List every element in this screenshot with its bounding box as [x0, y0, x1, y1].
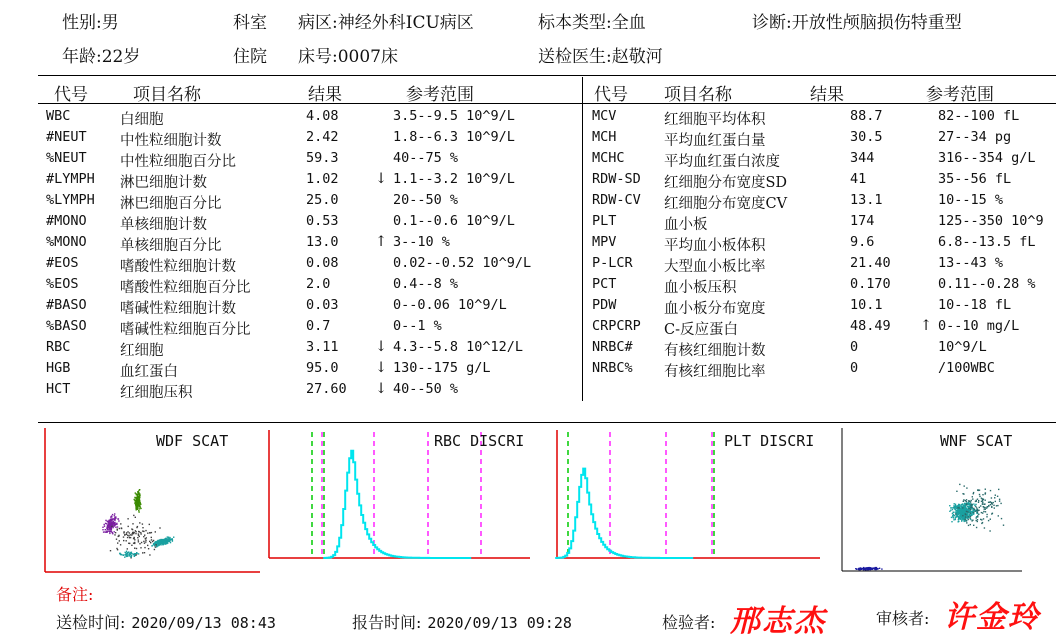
right-header-range: 参考范围	[926, 85, 994, 105]
remark-label: 备注:	[56, 585, 94, 604]
row-name: 平均血小板体积	[664, 238, 766, 254]
wnf-plot-title: WNF SCAT	[940, 432, 1013, 450]
row-range: 1.1--3.2 10^9/L	[393, 171, 515, 187]
row-code: WBC	[46, 108, 71, 124]
left-header-name: 项目名称	[133, 85, 201, 105]
dept-label: 科室	[233, 13, 267, 33]
right-header-code: 代号	[594, 85, 628, 105]
row-name: 红细胞分布宽度CV	[664, 196, 788, 212]
row-name: 嗜酸性粒细胞百分比	[120, 280, 251, 296]
bed-value: 0007床	[337, 47, 398, 67]
row-code: %EOS	[46, 276, 79, 292]
high-flag-icon: ↑	[375, 234, 388, 250]
row-code: NRBC#	[592, 339, 633, 355]
row-result: 48.49	[850, 318, 891, 334]
row-name: 红细胞	[120, 343, 164, 359]
scatter-cluster	[151, 536, 174, 547]
row-range: 35--56 fL	[938, 171, 1012, 187]
row-code: %LYMPH	[46, 192, 95, 208]
row-name: 红细胞压积	[120, 385, 193, 401]
row-code: NRBC%	[592, 360, 633, 376]
row-name: 有核红细胞比率	[664, 364, 766, 380]
sample-value: 全血	[611, 13, 646, 33]
row-code: CRPCRP	[592, 318, 641, 334]
row-result: 2.42	[306, 129, 339, 145]
row-result: 0	[850, 360, 859, 376]
scatter-cluster	[134, 489, 142, 513]
plt-plot-title: PLT DISCRI	[724, 432, 815, 450]
age-field: 年龄:22岁	[62, 47, 141, 67]
plt-curve	[555, 469, 693, 558]
row-code: %BASO	[46, 318, 87, 334]
row-range: 0.02--0.52 10^9/L	[393, 255, 532, 271]
row-code: %MONO	[46, 234, 87, 250]
row-result: 2.0	[306, 276, 331, 292]
right-header-name: 项目名称	[664, 85, 732, 105]
row-range: 316--354 g/L	[938, 150, 1036, 166]
row-name: C-反应蛋白	[664, 322, 738, 338]
row-result: 9.6	[850, 234, 875, 250]
row-range: 0.1--0.6 10^9/L	[393, 213, 515, 229]
row-code: %NEUT	[46, 150, 87, 166]
wdf-scatter-plot	[40, 426, 262, 574]
sex-value: 男	[101, 13, 119, 33]
row-range: 6.8--13.5 fL	[938, 234, 1036, 250]
row-range: /100WBC	[938, 360, 995, 376]
age-value: 22岁	[101, 47, 141, 67]
scatter-cluster	[855, 567, 883, 571]
scatter-cluster	[119, 551, 139, 558]
report-time-value: 2020/09/13 09:28	[427, 614, 572, 632]
row-result: 344	[850, 150, 875, 166]
row-range: 0--10 mg/L	[938, 318, 1020, 334]
reviewer-label: 审核者:	[876, 609, 930, 628]
row-name: 单核细胞计数	[120, 217, 207, 233]
row-result: 59.3	[306, 150, 339, 166]
row-name: 淋巴细胞百分比	[120, 196, 222, 212]
row-range: 13--43 %	[938, 255, 1004, 271]
row-name: 嗜酸性粒细胞计数	[120, 259, 236, 275]
row-code: P-LCR	[592, 255, 633, 271]
ward-field: 病区:神经外科ICU病区	[298, 13, 474, 33]
row-result: 30.5	[850, 129, 883, 145]
diagnosis-value: 开放性颅脑损伤特重型	[791, 13, 962, 33]
low-flag-icon: ↓	[375, 171, 388, 187]
row-range: 0.4--8 %	[393, 276, 459, 292]
inpatient-label: 住院	[233, 47, 267, 67]
right-result-table	[0, 108, 1062, 408]
row-code: RDW-SD	[592, 171, 641, 187]
row-code: #BASO	[46, 297, 87, 313]
row-result: 88.7	[850, 108, 883, 124]
table-top-rule	[38, 75, 1056, 76]
row-code: HCT	[46, 381, 71, 397]
row-code: PCT	[592, 276, 617, 292]
row-result: 25.0	[306, 192, 339, 208]
row-result: 27.60	[306, 381, 347, 397]
low-flag-icon: ↓	[375, 339, 388, 355]
row-result: 0.53	[306, 213, 339, 229]
right-header-result: 结果	[810, 85, 844, 105]
row-range: 3.5--9.5 10^9/L	[393, 108, 515, 124]
checker-signature: 邢志杰	[730, 604, 826, 639]
row-range: 125--350 10^9	[938, 213, 1044, 229]
row-range: 40--75 %	[393, 150, 459, 166]
row-range: 10--15 %	[938, 192, 1004, 208]
row-result: 0.7	[306, 318, 331, 334]
row-result: 95.0	[306, 360, 339, 376]
doctor-field: 送检医生:赵敬河	[538, 47, 663, 67]
wdf-plot-title: WDF SCAT	[156, 432, 229, 450]
low-flag-icon: ↓	[375, 381, 388, 397]
left-header-range: 参考范围	[406, 85, 474, 105]
row-name: 有核红细胞计数	[664, 343, 766, 359]
row-range: 4.3--5.8 10^12/L	[393, 339, 524, 355]
row-name: 淋巴细胞计数	[120, 175, 207, 191]
row-code: #LYMPH	[46, 171, 95, 187]
row-range: 82--100 fL	[938, 108, 1020, 124]
row-name: 血红蛋白	[120, 364, 178, 380]
row-result: 21.40	[850, 255, 891, 271]
left-header-result: 结果	[308, 85, 342, 105]
row-code: PLT	[592, 213, 617, 229]
row-name: 单核细胞百分比	[120, 238, 222, 254]
bed-field: 床号:0007床	[298, 47, 398, 67]
checker-label: 检验者:	[662, 613, 716, 632]
row-name: 大型血小板比率	[664, 259, 766, 275]
row-result: 10.1	[850, 297, 883, 313]
row-code: PDW	[592, 297, 617, 313]
row-code: MPV	[592, 234, 617, 250]
row-code: MCHC	[592, 150, 625, 166]
report-time-field: 报告时间: 2020/09/13 09:28	[352, 613, 572, 632]
row-name: 血小板分布宽度	[664, 301, 766, 317]
row-code: #NEUT	[46, 129, 87, 145]
row-range: 130--175 g/L	[393, 360, 491, 376]
row-range: 0--1 %	[393, 318, 442, 334]
doctor-value: 赵敬河	[611, 47, 663, 67]
row-result: 41	[850, 171, 867, 187]
row-result: 174	[850, 213, 875, 229]
row-name: 中性粒细胞百分比	[120, 154, 236, 170]
sample-field: 标本类型:全血	[538, 13, 646, 33]
row-name: 血小板	[664, 217, 708, 233]
row-result: 1.02	[306, 171, 339, 187]
row-code: MCH	[592, 129, 617, 145]
row-result: 0.170	[850, 276, 891, 292]
row-name: 中性粒细胞计数	[120, 133, 222, 149]
row-result: 3.11	[306, 339, 339, 355]
row-name: 白细胞	[120, 112, 164, 128]
low-flag-icon: ↓	[375, 360, 388, 376]
rbc-curve	[323, 451, 471, 558]
row-result: 13.1	[850, 192, 883, 208]
row-code: #EOS	[46, 255, 79, 271]
table-bottom-rule	[38, 422, 1056, 423]
left-header-code: 代号	[54, 85, 88, 105]
scatter-cluster	[102, 513, 119, 534]
row-result: 13.0	[306, 234, 339, 250]
row-result: 0	[850, 339, 859, 355]
row-name: 平均血红蛋白量	[664, 133, 766, 149]
row-result: 4.08	[306, 108, 339, 124]
row-name: 血小板压积	[664, 280, 737, 296]
row-code: RDW-CV	[592, 192, 641, 208]
row-range: 40--50 %	[393, 381, 459, 397]
row-code: HGB	[46, 360, 71, 376]
scatter-cluster	[955, 484, 1004, 532]
row-code: MCV	[592, 108, 617, 124]
row-result: 0.03	[306, 297, 339, 313]
send-time-field: 送检时间: 2020/09/13 08:43	[56, 613, 276, 632]
scatter-cluster	[110, 515, 161, 559]
row-result: 0.08	[306, 255, 339, 271]
row-name: 红细胞分布宽度SD	[664, 175, 788, 191]
row-name: 嗜碱性粒细胞百分比	[120, 322, 251, 338]
row-range: 0.11--0.28 %	[938, 276, 1036, 292]
row-range: 10^9/L	[938, 339, 987, 355]
row-code: #MONO	[46, 213, 87, 229]
ward-value: 神经外科ICU病区	[337, 13, 474, 33]
row-range: 10--18 fL	[938, 297, 1012, 313]
row-name: 嗜碱性粒细胞计数	[120, 301, 236, 317]
row-range: 0--0.06 10^9/L	[393, 297, 507, 313]
diagnosis-field: 诊断:开放性颅脑损伤特重型	[752, 13, 962, 33]
send-time-value: 2020/09/13 08:43	[131, 614, 276, 632]
row-name: 红细胞平均体积	[664, 112, 766, 128]
sex-label: 性别:男	[62, 13, 119, 33]
reviewer-signature: 许金玲	[944, 600, 1040, 635]
row-code: RBC	[46, 339, 71, 355]
row-range: 20--50 %	[393, 192, 459, 208]
row-name: 平均血红蛋白浓度	[664, 154, 780, 170]
row-range: 3--10 %	[393, 234, 450, 250]
high-flag-icon: ↑	[920, 318, 933, 334]
row-range: 27--34 pg	[938, 129, 1012, 145]
row-range: 1.8--6.3 10^9/L	[393, 129, 515, 145]
rbc-plot-title: RBC DISCRI	[434, 432, 525, 450]
